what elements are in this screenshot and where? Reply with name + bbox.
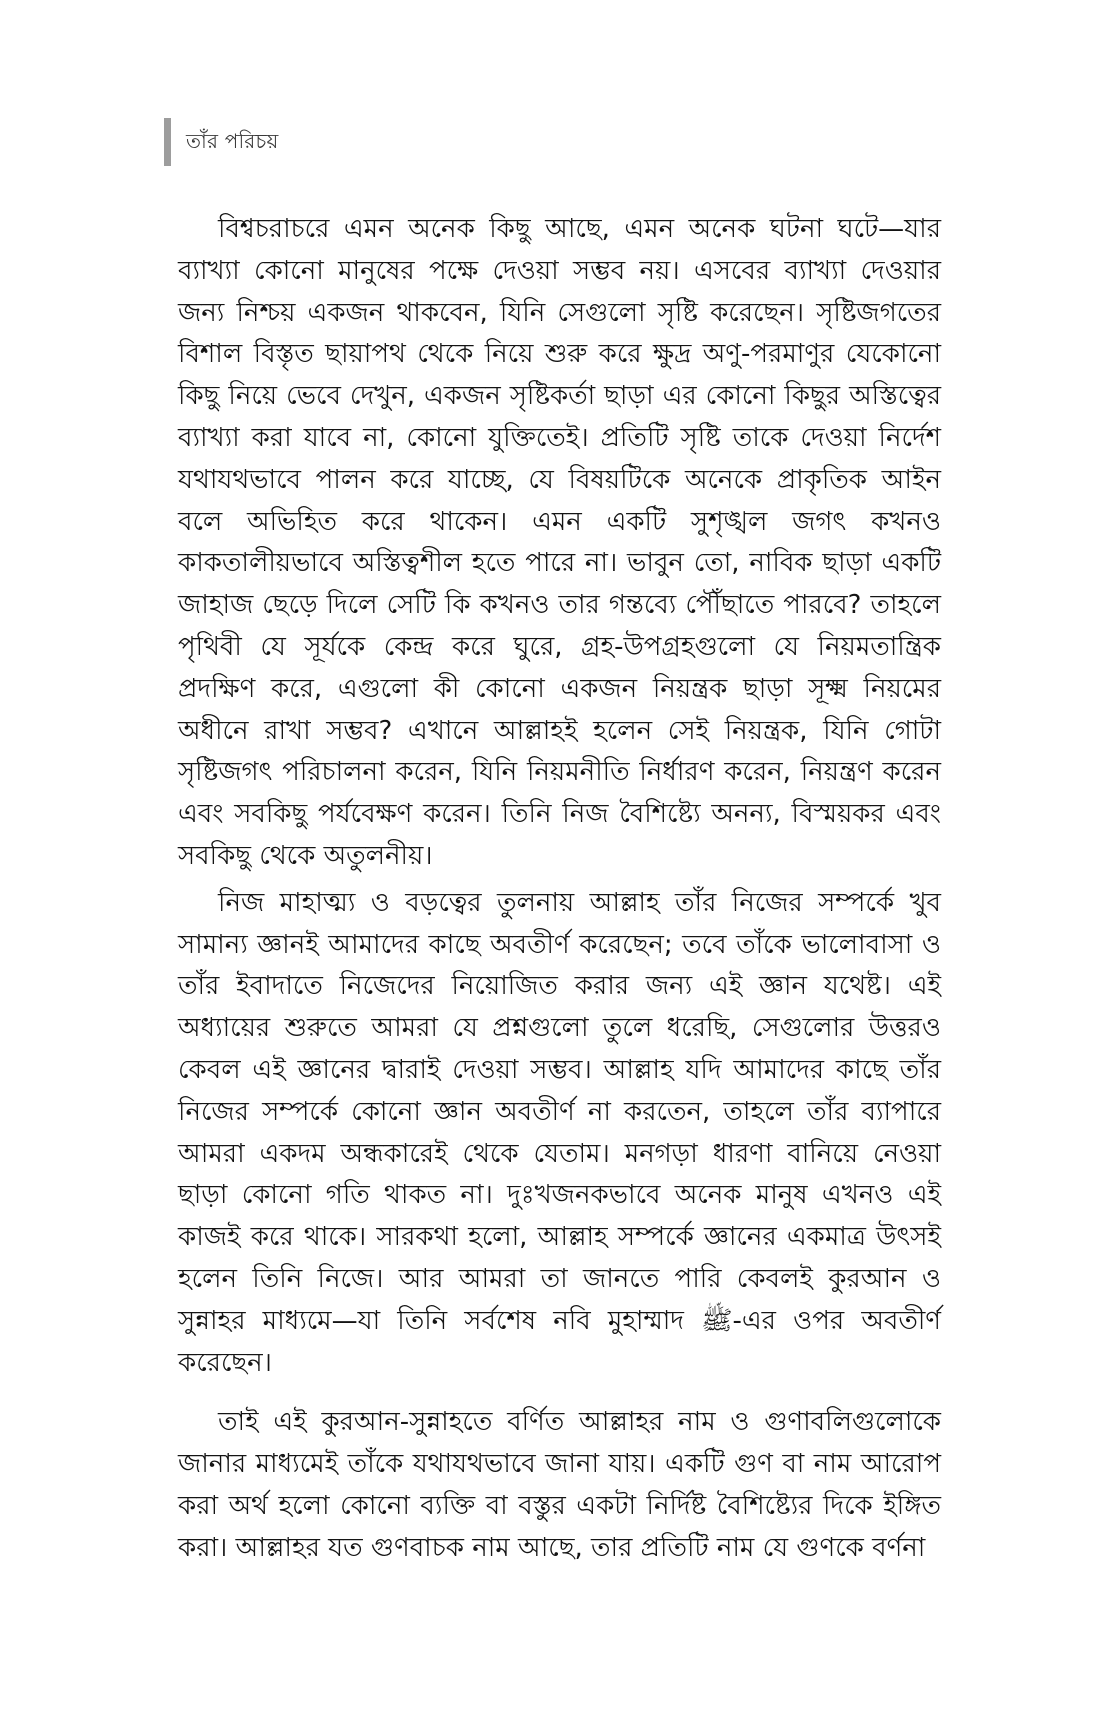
- paragraph-3: তাই এই কুরআন-সুন্নাহতে বর্ণিত আল্লাহর নাম ও গুণাবলিগুলোকে জানার মাধ্যমেই তাঁকে যথাযথভাবে জানা যায়। একটি গুণ বা নাম আরোপ করা অর্থ হলো কোনো ব্যক্তি বা বস্তুর একটা নির্দিষ্ট বৈশিষ্ট্যের দিকে ইঙ্গিত করা। আল্লাহর যত গুণবাচক নাম আছে, তার প্রতিটি নাম যে গুণকে বর্ণনা: [178, 1407, 941, 1563]
- body-text: [178, 209, 941, 1570]
- running-header-bar: [164, 118, 171, 166]
- paragraph-1: বিশ্বচরাচরে এমন অনেক কিছু আছে, এমন অনেক ঘটনা ঘটে—যার ব্যাখ্যা কোনো মানুষের পক্ষে দেওয়া সম্ভব নয়। এসবের ব্যাখ্যা দেওয়ার জন্য নিশ্চয় একজন থাকবেন, যিনি সেগুলো সৃষ্টি করেছেন। সৃষ্টিজগতের বিশাল বিস্তৃত ছায়াপথ থেকে নিয়ে শুরু করে ক্ষুদ্র অণু-পরমাণুর যেকোনো কিছু নিয়ে ভেবে দেখুন, একজন সৃষ্টিকর্তা ছাড়া এর কোনো কিছুর অস্তিত্বের ব্যাখ্যা করা যাবে না, কোনো যুক্তিতেই। প্রতিটি সৃষ্টি তাকে দেওয়া নির্দেশ যথাযথভাবে পালন করে যাচ্ছে, যে বিষয়টিকে অনেকে প্রাকৃতিক আইন বলে অভিহিত করে থাকেন। এমন একটি সুশৃঙ্খল জগৎ কখনও কাকতালীয়ভাবে অস্তিত্বশীল হতে পারে না। ভাবুন তো, নাবিক ছাড়া একটি জাহাজ ছেড়ে দিলে সেটি কি কখনও তার গন্তব্যে পৌঁছাতে পারবে? তাহলে পৃথিবী যে সূর্যকে কেন্দ্র করে ঘুরে, গ্রহ-উপগ্রহগুলো যে নিয়মতান্ত্রিক প্রদক্ষিণ করে, এগুলো কী কোনো একজন নিয়ন্ত্রক ছাড়া সূক্ষ্ম নিয়মের অধীনে রাখা সম্ভব? এখানে আল্লাহই হলেন সেই নিয়ন্ত্রক, যিনি গোটা সৃষ্টিজগৎ পরিচালনা করেন, যিনি নিয়মনীতি নির্ধারণ করেন, নিয়ন্ত্রণ করেন এবং সবকিছু পর্যবেক্ষণ করেন। তিনি নিজ বৈশিষ্ট্যে অনন্য, বিস্ময়কর এবং সবকিছু থেকে অতুলনীয়।: [178, 214, 941, 871]
- running-header-title: তাঁর পরিচয়: [186, 129, 279, 153]
- paragraph-2: নিজ মাহাত্ম্য ও বড়ত্বের তুলনায় আল্লাহ তাঁর নিজের সম্পর্কে খুব সামান্য জ্ঞানই আমাদের কাছে অবতীর্ণ করেছেন; তবে তাঁকে ভালোবাসা ও তাঁর ইবাদাতে নিজেদের নিয়োজিত করার জন্য এই জ্ঞান যথেষ্ট। এই অধ্যায়ের শুরুতে আমরা যে প্রশ্নগুলো তুলে ধরেছি, সেগুলোর উত্তরও কেবল এই জ্ঞানের দ্বারাই দেওয়া সম্ভব। আল্লাহ যদি আমাদের কাছে তাঁর নিজের সম্পর্কে কোনো জ্ঞান অবতীর্ণ না করতেন, তাহলে তাঁর ব্যাপারে আমরা একদম অন্ধকারেই থেকে যেতাম। মনগড়া ধারণা বানিয়ে নেওয়া ছাড়া কোনো গতি থাকত না। দুঃখজনকভাবে অনেক মানুষ এখনও এই কাজই করে থাকে। সারকথা হলো, আল্লাহ সম্পর্কে জ্ঞানের একমাত্র উৎসই হলেন তিনি নিজে। আর আমরা তা জানতে পারি কেবলই কুরআন ও সুন্নাহর মাধ্যমে—যা তিনি সর্বশেষ নবি মুহাম্মাদ ﷺ-এর ওপর অবতীর্ণ করেছেন।: [178, 887, 941, 1378]
